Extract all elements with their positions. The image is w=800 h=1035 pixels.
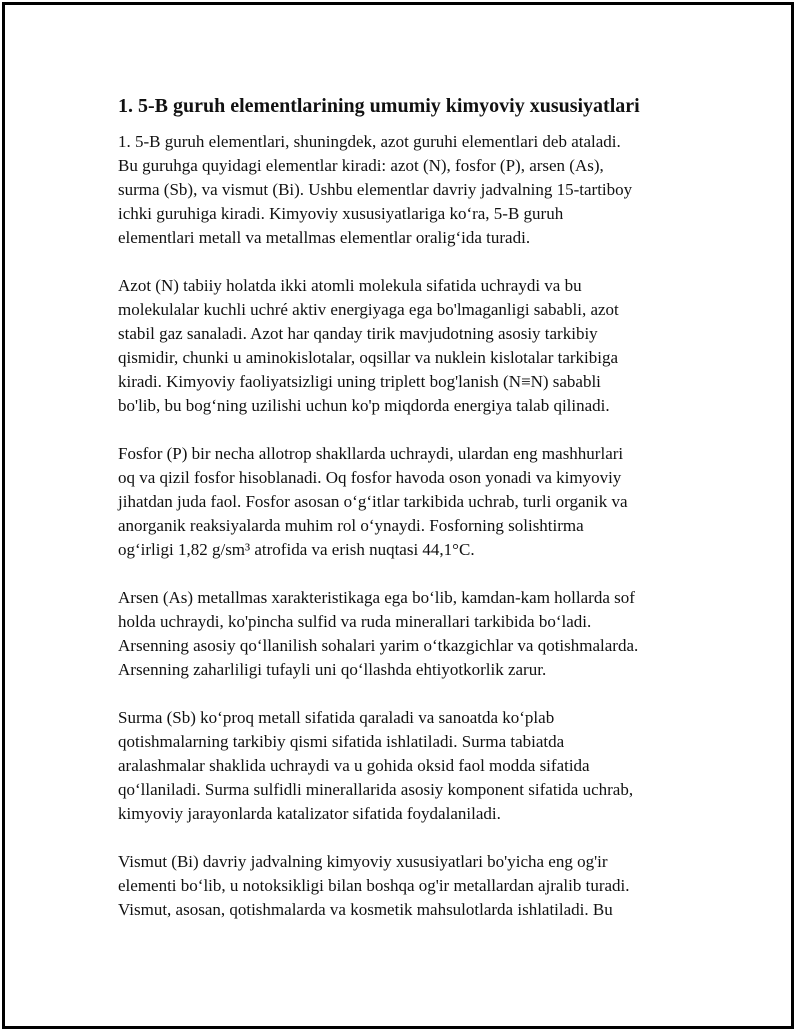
paragraph-fosfor (118, 442, 688, 562)
document-title: 1. 5-B guruh elementlarining umumiy kimyoviy xususiyatlari (118, 95, 640, 117)
text-line: Bu guruhga quyidagi elementlar kiradi: azot (N), fosfor (P), arsen (As), (118, 156, 604, 175)
text-line: anorganik reaksiyalarda muhim rol o‘ynaydi. Fosforning solishtirma (118, 516, 584, 535)
paragraph-intro (118, 130, 688, 250)
text-line: 1. 5-B guruh elementlari, shuningdek, azot guruhi elementlari deb ataladi. (118, 132, 621, 151)
text-line: oq va qizil fosfor hisoblanadi. Oq fosfor havoda oson yonadi va kimyoviy (118, 468, 622, 487)
text-line: Vismut, asosan, qotishmalarda va kosmetik mahsulotlarda ishlatiladi. Bu (118, 900, 613, 919)
text-line: stabil gaz sanaladi. Azot har qanday tirik mavjudotning asosiy tarkibiy (118, 324, 598, 343)
text-line: Surma (Sb) ko‘proq metall sifatida qaraladi va sanoatda ko‘plab (118, 708, 555, 727)
text-line: surma (Sb), va vismut (Bi). Ushbu elementlar davriy jadvalning 15-tartiboy (118, 180, 633, 199)
text-line: Arsenning asosiy qo‘llanilish sohalari yarim o‘tkazgichlar va qotishmalarda. (118, 636, 639, 655)
text-line: jihatdan juda faol. Fosfor asosan o‘g‘itlar tarkibida uchrab, turli organik va (118, 492, 628, 511)
text-line: kiradi. Kimyoviy faoliyatsizligi uning triplett bog'lanish (N≡N) sababli (118, 372, 601, 391)
text-line: ichki guruhiga kiradi. Kimyoviy xususiyatlariga ko‘ra, 5-B guruh (118, 204, 564, 223)
text-line: holda uchraydi, ko'pincha sulfid va ruda minerallari tarkibida bo‘ladi. (118, 612, 592, 631)
text-line: og‘irligi 1,82 g/sm³ atrofida va erish nuqtasi 44,1°C. (118, 540, 475, 559)
text-line: Azot (N) tabiiy holatda ikki atomli molekula sifatida uchraydi va bu (118, 276, 582, 295)
text-line: kimyoviy jarayonlarda katalizator sifatida foydalaniladi. (118, 804, 501, 823)
paragraph-vismut (118, 850, 688, 922)
document-body (118, 92, 688, 946)
paragraph-arsen (118, 586, 688, 682)
text-line: qo‘llaniladi. Surma sulfidli minerallarida asosiy komponent sifatida uchrab, (118, 780, 634, 799)
text-line: Arsen (As) metallmas xarakteristikaga ega bo‘lib, kamdan-kam hollarda sof (118, 588, 635, 607)
text-line: bo'lib, bu bog‘ning uzilishi uchun ko'p miqdorda energiya talab qilinadi. (118, 396, 610, 415)
text-line: qotishmalarning tarkibiy qismi sifatida ishlatiladi. Surma tabiatda (118, 732, 565, 751)
text-line: Arsenning zaharliligi tufayli uni qo‘llashda ehtiyotkorlik zarur. (118, 660, 547, 679)
text-line: elementlari metall va metallmas elementlar oralig‘ida turadi. (118, 228, 531, 247)
text-line: elementi bo‘lib, u notoksikligi bilan boshqa og'ir metallardan ajralib turadi. (118, 876, 630, 895)
text-line: molekulalar kuchli uchré aktiv energiyaga ega bo'lmaganligi sababli, azot (118, 300, 619, 319)
paragraph-azot (118, 274, 688, 418)
text-line: Vismut (Bi) davriy jadvalning kimyoviy xususiyatlari bo'yicha eng og'ir (118, 852, 608, 871)
text-line: qismidir, chunki u aminokislotalar, oqsillar va nuklein kislotalar tarkibiga (118, 348, 619, 367)
text-line: aralashmalar shaklida uchraydi va u gohida oksid faol modda sifatida (118, 756, 590, 775)
paragraph-surma (118, 706, 688, 826)
text-line: Fosfor (P) bir necha allotrop shakllarda uchraydi, ulardan eng mashhurlari (118, 444, 624, 463)
